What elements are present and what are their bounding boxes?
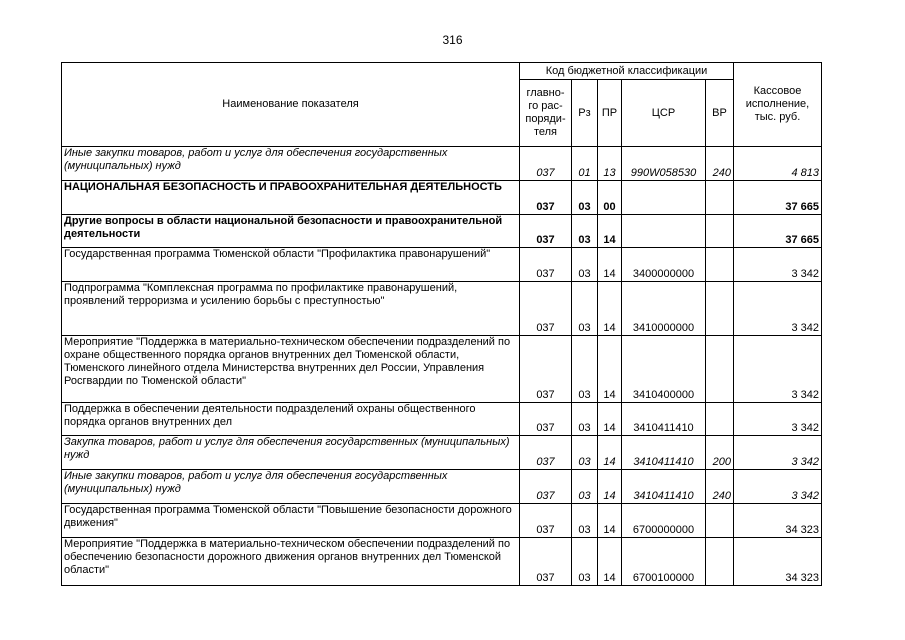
row-amount: 3 342: [734, 470, 822, 504]
row-csr-code: 6700100000: [622, 538, 706, 586]
row-csr-code: 3400000000: [622, 248, 706, 282]
table-row: [62, 538, 822, 586]
row-rz-code: 03: [572, 215, 598, 248]
header-row-1: [62, 63, 822, 80]
page-number: 316: [442, 33, 463, 47]
row-name: Иные закупки товаров, работ и услуг для обеспечения государственных (муниципальных) нужд: [62, 147, 520, 181]
row-rz-code: 03: [572, 504, 598, 538]
header-pr: ПР: [598, 80, 622, 147]
budget-table: [61, 62, 822, 586]
row-vr-code: [706, 336, 734, 403]
table-row: [62, 504, 822, 538]
table-row: [62, 181, 822, 215]
row-glavn-code: 037: [520, 504, 572, 538]
row-vr-code: [706, 403, 734, 436]
header-vr: ВР: [706, 80, 734, 147]
row-name: Закупка товаров, работ и услуг для обеспечения государственных (муниципальных) нужд: [62, 436, 520, 470]
row-vr-code: 200: [706, 436, 734, 470]
row-pr-code: 14: [598, 436, 622, 470]
row-vr-code: 240: [706, 147, 734, 181]
row-name: Государственная программа Тюменской области "Повышение безопасности дорожного движения": [62, 504, 520, 538]
row-name: Поддержка в обеспечении деятельности подразделений охраны общественного порядка органов внутренних дел: [62, 403, 520, 436]
row-rz-code: 03: [572, 248, 598, 282]
row-name: НАЦИОНАЛЬНАЯ БЕЗОПАСНОСТЬ И ПРАВООХРАНИТЕЛЬНАЯ ДЕЯТЕЛЬНОСТЬ: [62, 181, 520, 215]
table-row: [62, 470, 822, 504]
row-rz-code: 03: [572, 436, 598, 470]
row-csr-code: [622, 215, 706, 248]
row-amount: 3 342: [734, 403, 822, 436]
row-csr-code: 3410000000: [622, 282, 706, 336]
row-pr-code: 14: [598, 215, 622, 248]
row-rz-code: 03: [572, 336, 598, 403]
row-name: Мероприятие "Поддержка в материально-техническом обеспечении подразделений по охране общественного порядка органов внутренних дел Тюменской области, Тюменского линейного отдела Министерства внутренних дел России, Управления Росгвардии по Тюменской области": [62, 336, 520, 403]
row-rz-code: 03: [572, 403, 598, 436]
table-row: [62, 336, 822, 403]
table-row: [62, 248, 822, 282]
row-vr-code: [706, 181, 734, 215]
row-rz-code: 01: [572, 147, 598, 181]
header-rz: Рз: [572, 80, 598, 147]
table-row: [62, 282, 822, 336]
table-row: [62, 215, 822, 248]
row-vr-code: [706, 282, 734, 336]
row-name: Мероприятие "Поддержка в материально-техническом обеспечении подразделений по обеспечению безопасности дорожного движения органов внутренних дел Тюменской области": [62, 538, 520, 586]
row-rz-code: 03: [572, 181, 598, 215]
row-amount: 34 323: [734, 538, 822, 586]
row-csr-code: 990W058530: [622, 147, 706, 181]
row-vr-code: [706, 248, 734, 282]
row-amount: 37 665: [734, 181, 822, 215]
row-amount: 34 323: [734, 504, 822, 538]
table-row: [62, 147, 822, 181]
row-csr-code: 3410411410: [622, 470, 706, 504]
header-budget-code-group: Код бюджетной классификации: [520, 63, 734, 80]
row-glavn-code: 037: [520, 147, 572, 181]
header-amount: Кассовое исполнение, тыс. руб.: [734, 63, 822, 147]
row-glavn-code: 037: [520, 470, 572, 504]
row-rz-code: 03: [572, 282, 598, 336]
row-pr-code: 14: [598, 282, 622, 336]
row-pr-code: 14: [598, 403, 622, 436]
row-pr-code: 14: [598, 336, 622, 403]
row-name: Государственная программа Тюменской области "Профилактика правонарушений": [62, 248, 520, 282]
row-glavn-code: 037: [520, 336, 572, 403]
row-csr-code: 3410411410: [622, 436, 706, 470]
row-vr-code: [706, 215, 734, 248]
row-pr-code: 14: [598, 538, 622, 586]
row-pr-code: 14: [598, 470, 622, 504]
row-csr-code: 3410400000: [622, 336, 706, 403]
row-amount: 3 342: [734, 436, 822, 470]
header-csr: ЦСР: [622, 80, 706, 147]
row-glavn-code: 037: [520, 181, 572, 215]
header-glavn: главно- го рас- поряди- теля: [520, 80, 572, 147]
row-vr-code: [706, 504, 734, 538]
row-csr-code: [622, 181, 706, 215]
header-name: Наименование показателя: [62, 63, 520, 147]
row-amount: 3 342: [734, 248, 822, 282]
row-amount: 4 813: [734, 147, 822, 181]
row-glavn-code: 037: [520, 282, 572, 336]
row-name: Подпрограмма "Комплексная программа по профилактике правонарушений, проявлений терроризма и усилению борьбы с преступностью": [62, 282, 520, 336]
row-rz-code: 03: [572, 538, 598, 586]
row-glavn-code: 037: [520, 215, 572, 248]
row-name: Другие вопросы в области национальной безопасности и правоохранительной деятельности: [62, 215, 520, 248]
table-row: [62, 436, 822, 470]
row-csr-code: 3410411410: [622, 403, 706, 436]
row-glavn-code: 037: [520, 538, 572, 586]
row-vr-code: [706, 538, 734, 586]
row-glavn-code: 037: [520, 403, 572, 436]
row-pr-code: 00: [598, 181, 622, 215]
row-glavn-code: 037: [520, 248, 572, 282]
row-rz-code: 03: [572, 470, 598, 504]
row-vr-code: 240: [706, 470, 734, 504]
row-glavn-code: 037: [520, 436, 572, 470]
row-name: Иные закупки товаров, работ и услуг для обеспечения государственных (муниципальных) нужд: [62, 470, 520, 504]
row-amount: 3 342: [734, 336, 822, 403]
table-row: [62, 403, 822, 436]
row-amount: 37 665: [734, 215, 822, 248]
row-pr-code: 14: [598, 504, 622, 538]
row-csr-code: 6700000000: [622, 504, 706, 538]
row-pr-code: 13: [598, 147, 622, 181]
row-pr-code: 14: [598, 248, 622, 282]
row-amount: 3 342: [734, 282, 822, 336]
